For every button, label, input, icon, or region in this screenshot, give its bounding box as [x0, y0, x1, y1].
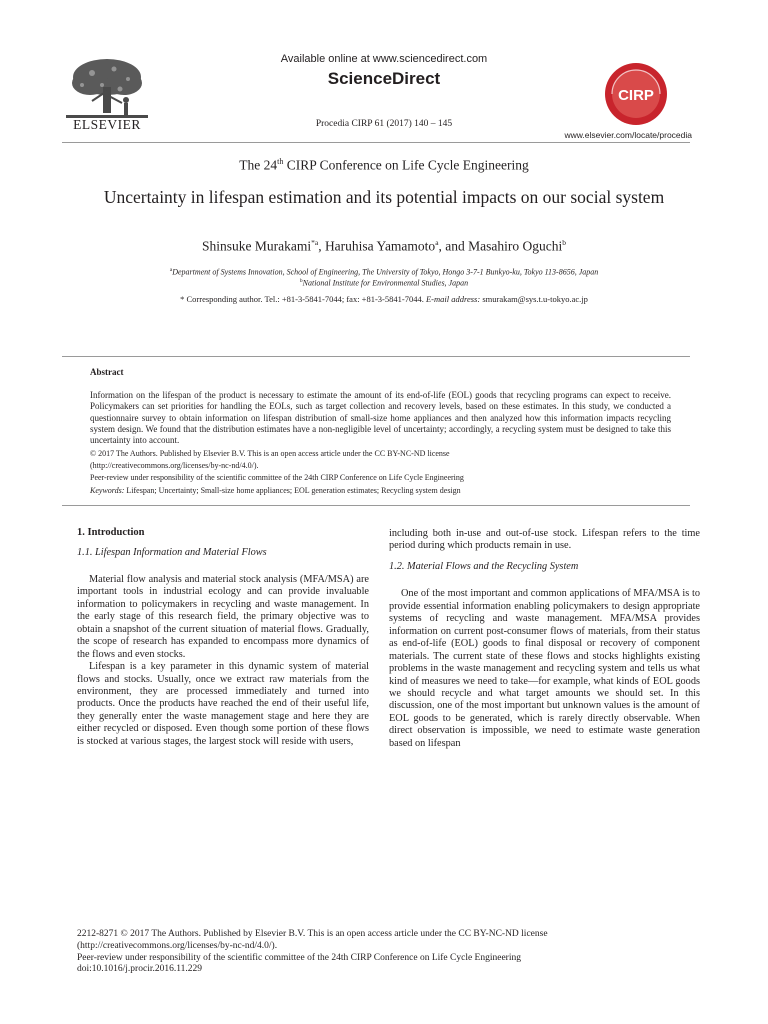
publisher-name: ELSEVIER — [73, 117, 141, 132]
corresponding-author: * Corresponding author. Tel.: +81-3-5841-7044; fax: +81-3-5841-7044. E-mail address: smurakam@sys.t.u-tokyo.ac.jp — [180, 294, 588, 304]
journal-reference: Procedia CIRP 61 (2017) 140 – 145 — [315, 119, 453, 129]
abstract-bottom-rule — [62, 505, 690, 506]
journal-url[interactable]: www.elsevier.com/locate/procedia — [564, 130, 692, 140]
sciencedirect-brand: ScienceDirect — [327, 69, 441, 88]
footer-doi[interactable]: doi:10.1016/j.procir.2016.11.229 — [77, 964, 202, 975]
paragraph-3: including both in-use and out-of-use stock. Lifespan refers to the time period during which products remain in use. — [389, 528, 700, 552]
paragraph-4: One of the most important and common applications of MFA/MSA is to provide essential information enabling policymakers to design appropriate systems of recycling and waste management. MFA/MSA provides information on current post-consumer flows of materials, from their status as end-of-life (EOL) goods to final disposal or recovery of component materials. The current state of these flows and stocks highlights existing problems in the waste management and recycling system and tells us what kind of measures we need to take—for example, what kinds of EOL goods we should recycle and what target amounts we should set. In this discussion, one of the most important but unknown values is the amount of EOL goods to be generated, which is rarely directly observable. When direct observation is impossible, we need to estimate waste generation based on lifespan — [389, 588, 700, 749]
author-list: Shinsuke Murakami$^{*a}$, Haruhisa Yamamoto$^a$, and Masahiro Oguchi$^b$ — [201, 238, 567, 254]
affiliation-b: $^b$National Institute for Environmental Studies, Japan — [299, 278, 469, 288]
footer-license-link[interactable]: (http://creativecommons.org/licenses/by-nc-nd/4.0/). — [77, 940, 278, 951]
conference-name: The 24th CIRP Conference on Life Cycle Engineering — [239, 157, 529, 173]
footer-copyright: 2212-8271 © 2017 The Authors. Published by Elsevier B.V. This is an open access article under the CC BY-NC-ND license — [77, 929, 548, 939]
paper-title: Uncertainty in lifespan estimation and its potential impacts on our social system — [103, 187, 665, 207]
left-column — [77, 527, 369, 748]
paragraph-2: Lifespan is a key parameter in this dynamic system of material flows and stocks. Usually, once we extract raw materials from the environment, they are processed immediately and turned into products. Once the products have reached the end of their useful life, they generally enter the waste management stage and here they are either recycled or disposed. Even though some portion of these flows is stocked at various stages, the largest stock will reside with users, — [77, 661, 369, 747]
abstract-peer-review: Peer-review under responsibility of the scientific committee of the 24th CIRP Conference on Life Cycle Engineering — [90, 473, 464, 482]
right-column — [389, 528, 700, 750]
corresponding-email[interactable]: smurakam@sys.t.u-tokyo.ac.jp — [480, 294, 588, 304]
subsection-heading-1-2: 1.2. Material Flows and the Recycling System — [389, 560, 579, 572]
abstract-text: Information on the lifespan of the product is necessary to estimate the amount of its end-of-life (EOL) goods that recycling programs can expect to receive. Policymakers can set priorities for handling the EOLs, such as target collection and recovery levels, based on these estimates. In this study, we conducted a questionnaire survey to obtain information on lifespan distribution of small-size home appliances and then analyzed how this information impacts recycling system design. We found that the distribution estimates have a non-negligible level of uncertainty; accordingly, a recycling system must be designed to take this uncertainty into account. — [90, 390, 671, 446]
keywords: Keywords: Lifespan; Uncertainty; Small-size home appliances; EOL generation estimates; Recycling system design — [90, 486, 461, 495]
cirp-logo — [604, 62, 668, 126]
section-heading-introduction: 1. Introduction — [77, 527, 145, 538]
abstract-copyright-line1: © 2017 The Authors. Published by Elsevier B.V. This is an open access article under the CC BY-NC-ND license — [90, 449, 450, 458]
available-online: Available online at www.sciencedirect.com — [280, 53, 488, 65]
subsection-heading-1-1: 1.1. Lifespan Information and Material Flows — [77, 547, 267, 559]
abstract-heading: Abstract — [90, 367, 124, 377]
footer-peer-review: Peer-review under responsibility of the scientific committee of the 24th CIRP Conference on Life Cycle Engineering — [77, 952, 521, 963]
cirp-logo-text: CIRP — [618, 87, 654, 104]
abstract-license-link[interactable]: (http://creativecommons.org/licenses/by-nc-nd/4.0/). — [90, 461, 259, 470]
header-rule — [62, 142, 690, 143]
abstract-top-rule — [62, 356, 690, 357]
footer — [77, 929, 677, 976]
paragraph-1: Material flow analysis and material stock analysis (MFA/MSA) are important tools in industrial ecology and can provide invaluable information to policymakers in recycling and waste management. In the early stage of this research field, the primary objective was to obtain a snapshot of the current situation of material flows. Gradually, the scope of research has expanded to encompass more dynamics of the flows and even stocks. — [77, 573, 369, 660]
affiliation-a: $^a$Department of Systems Innovation, School of Engineering, The University of Tokyo, Hongo 3-7-1 Bunkyo-ku, Tokyo 113-8656, Japan — [169, 267, 599, 277]
